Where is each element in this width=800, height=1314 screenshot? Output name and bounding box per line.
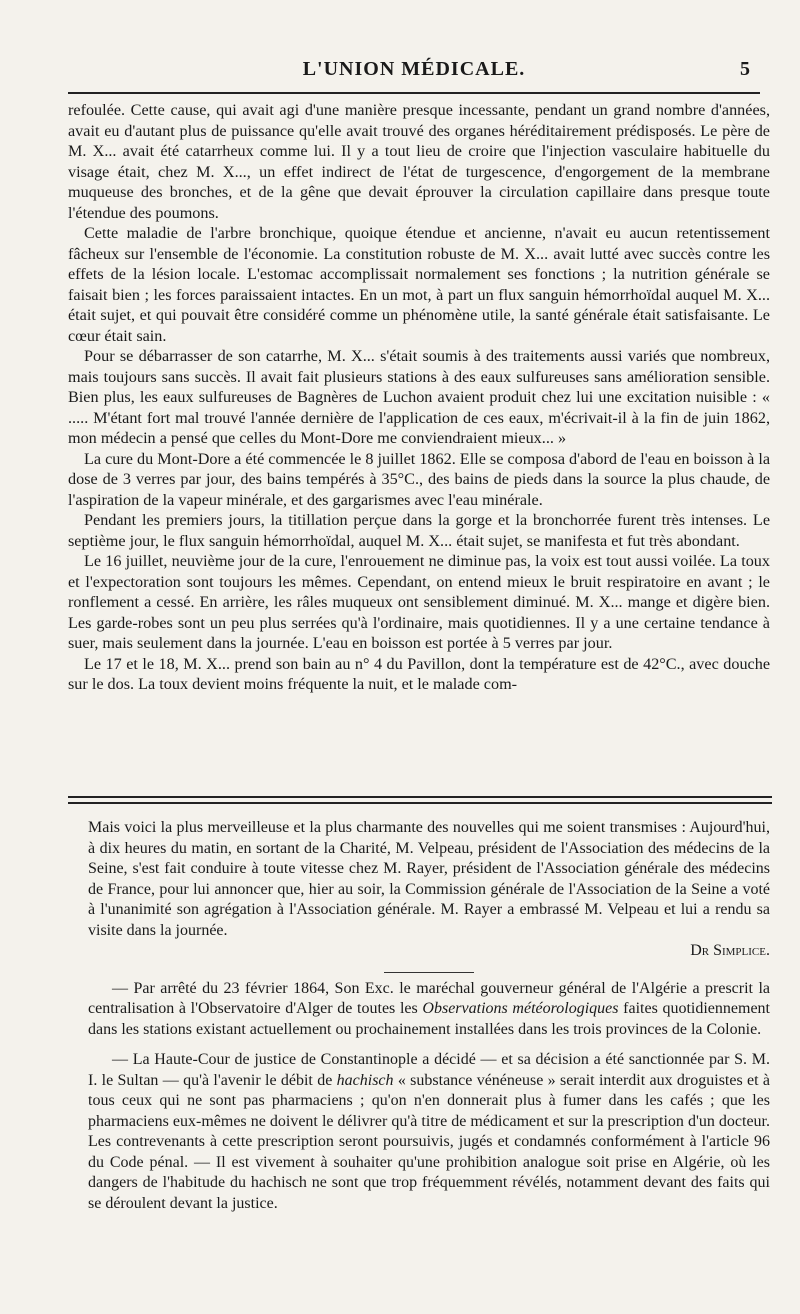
article-body: [68, 100, 770, 695]
article-paragraph: Cette maladie de l'arbre bronchique, quoique étendue et ancienne, n'avait eu aucun retentissement fâcheux sur l'ensemble de l'économie. La constitution robuste de M. X... avait lutté avec succès contre les effets de la lésion locale. L'estomac accomplissait normalement ses fonctions ; la nutrition générale se faisait bien ; les forces paraissaient intactes. En un mot, à part un flux sanguin hémorrhoïdal auquel M. X... était sujet, et qui pouvait être considéré comme un phénomène utile, la santé générale était satisfaisante. Le cœur était sain.: [68, 224, 770, 345]
header-rule: [68, 92, 760, 94]
article-paragraph: Pendant les premiers jours, la titillation perçue dans la gorge et la bronchorrée furent très intenses. Le septième jour, le flux sanguin hémorrhoïdal, auquel M. X... était sujet, se manifesta et fut très abondant.: [68, 511, 770, 550]
news-section: [88, 979, 770, 1215]
news-italic-term: Observations météorologiques: [422, 1000, 619, 1017]
feuilleton-separator: [68, 796, 772, 804]
news-text: « substance vénéneuse » serait interdit aux droguistes et à tous ceux qui ne sont pas pharmaciens ; qu'on n'en donnerait plus à fumer dans les cafés ; que les pharmaciens eux-mêmes ne doivent le délivrer qu'à titre de médicament et sur la prescription d'un docteur. Les contrevenants à cette prescription seront poursuivis, jugés et condamnés conformément à l'article 96 du Code pénal. — Il est vivement à souhaiter qu'une prohibition analogue soit prise en Algérie, où les dangers de l'habitude du hachisch ne sont que trop fréquemment révélés, notamment devant des faits qui se déroulent devant la justice.: [88, 1071, 770, 1212]
feuilleton-section: [88, 818, 770, 1214]
article-paragraph: Pour se débarrasser de son catarrhe, M. X... s'était soumis à des traitements aussi variés que nombreux, mais toujours sans succès. Il avait fait plusieurs stations à des eaux sulfureuses sans amélioration sensible. Bien plus, les eaux sulfureuses de Bagnères de Luchon avaient produit chez lui une excitation nuisible : « ..... M'étant fort mal trouvé l'année dernière de l'application de ces eaux, m'écrivait-il à la fin de juin 1862, mon médecin a pensé que celles du Mont-Dore me conviendraient mieux... »: [68, 347, 770, 447]
news-text: faites quotidiennement dans les stations existant actuellement ou prochainement installées dans les trois provinces de la Colonie.: [88, 1000, 771, 1038]
news-item-constantinople: [88, 1050, 770, 1214]
page-number: 5: [740, 58, 750, 80]
feuilleton-paragraph: Mais voici la plus merveilleuse et la plus charmante des nouvelles qui me soient transmises : Aujourd'hui, à dix heures du matin, en sortant de la Charité, M. Velpeau, président de l'Association des médecins de la Seine, s'est fait conduire à toute vitesse chez M. Rayer, président de l'Association générale des médecins de France, pour lui annoncer que, hier au soir, la Commission générale de l'Association de la Seine a voté à l'unanimité son agrégation à l'Association générale. M. Rayer a embrassé M. Velpeau et lui a rendu sa visite dans la journée.: [88, 819, 770, 939]
news-item-algeria: [88, 979, 770, 1041]
article-paragraph: Le 16 juillet, neuvième jour de la cure, l'enrouement ne diminue pas, la voix est tout aussi voilée. La toux et l'expectoration sont toujours les mêmes. Cependant, on entend mieux le bruit respiratoire en avant ; le ronflement a cessé. En arrière, les râles muqueux ont sensiblement diminué. M. X... mange et digère bien. Les garde-robes sont un peu plus serrées qu'à l'ordinaire, mais quotidiennes. Il y a une certaine tendance à suer, mais seulement dans la journée. L'eau en boisson est portée à 5 verres par jour.: [68, 552, 770, 652]
news-text: — La Haute-Cour de justice de Constantinople a décidé — et sa décision a été sanctionnée par S. M. I. le Sultan — qu'à l'avenir le débit de: [88, 1051, 770, 1089]
section-divider: [384, 972, 474, 973]
page-header: [68, 56, 760, 86]
running-title: L'UNION MÉDICALE.: [302, 58, 526, 80]
article-paragraph: La cure du Mont-Dore a été commencée le 8 juillet 1862. Elle se composa d'abord de l'eau en boisson à la dose de 3 verres par jour, des bains tempérés à 35°C., des bains de pieds dans la source la plus chaude, de l'aspiration de la vapeur minérale, et des gargarismes avec l'eau minérale.: [68, 449, 770, 509]
news-italic-term: hachisch: [336, 1071, 394, 1089]
article-paragraph: refoulée. Cette cause, qui avait agi d'une manière presque incessante, pendant un grand nombre d'années, avait eu d'autant plus de puissance qu'elle avait trouvé des organes héréditairement prédisposés. Le père de M. X... avait été catarrheux comme lui. Il y a tout lieu de croire que l'injection vasculaire habituelle du visage était, chez M. X..., un effet indirect de l'état de turgescence, d'engorgement de la membrane muqueuse des bronches, et de la gêne que devait éprouver la circulation capillaire dans presque toute l'étendue des poumons.: [68, 101, 770, 222]
signature: Dr Simplice.: [690, 942, 770, 959]
article-paragraph: Le 17 et le 18, M. X... prend son bain au n° 4 du Pavillon, dont la température est de 42°C., avec douche sur le dos. La toux devient moins fréquente la nuit, et le malade com-: [68, 654, 770, 693]
news-text: — Par arrêté du 23 février 1864, Son Exc. le maréchal gouverneur général de l'Algérie a prescrit la centralisation à l'Observatoire d'Alger de toutes les: [88, 979, 770, 1017]
